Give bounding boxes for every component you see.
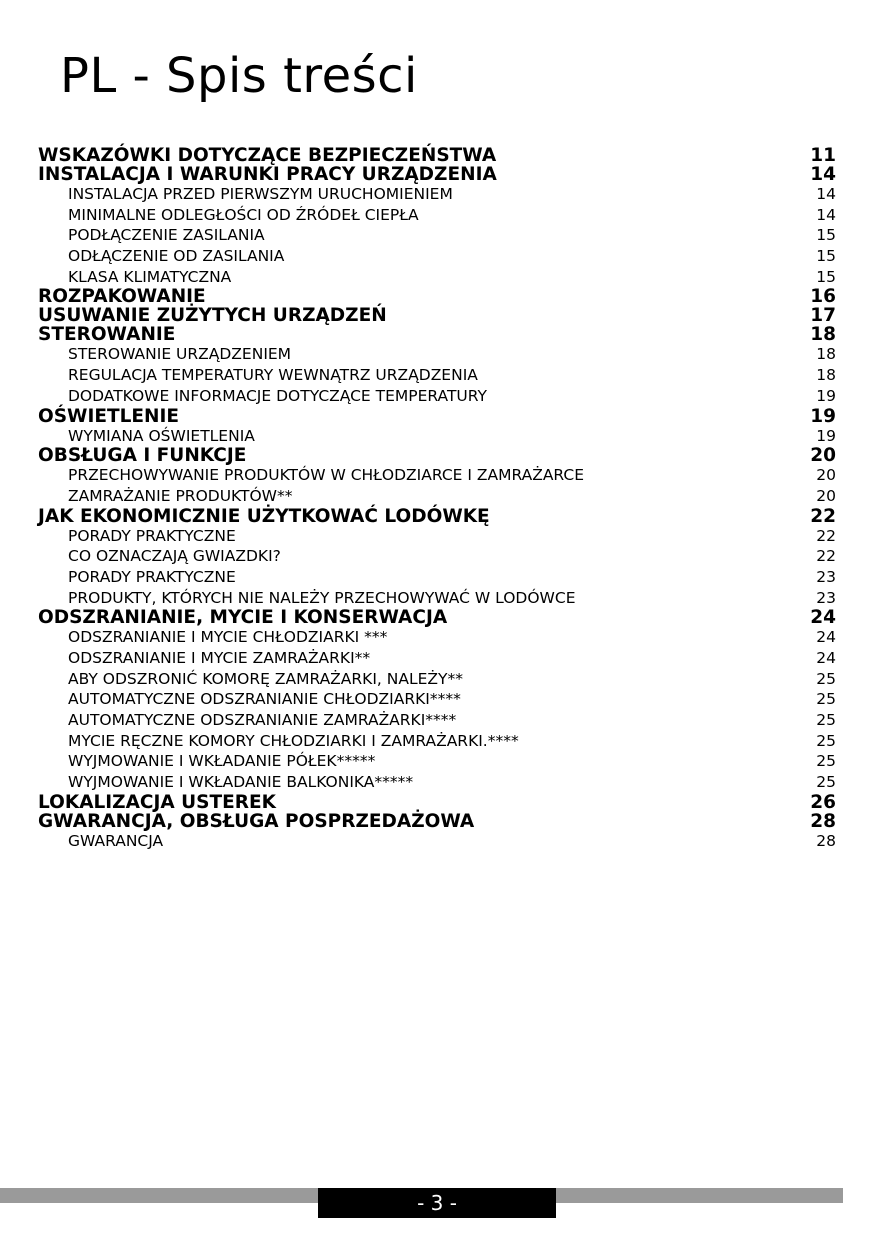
toc-entry-title: ODSZRANIANIE I MYCIE ZAMRAŻARKI** (68, 649, 371, 667)
toc-entry-page: 14 (816, 205, 836, 224)
toc-entry-page: 22 (810, 505, 836, 527)
toc-section-entry (38, 146, 836, 165)
toc-entry-page: 25 (816, 773, 836, 792)
toc-subsection-entry (38, 831, 836, 852)
toc-entry-page: 26 (810, 791, 836, 813)
toc-subsection-entry (38, 772, 836, 793)
toc-entry-title: PRZECHOWYWANIE PRODUKTÓW W CHŁODZIARCE I ZAMRAŻARCE (68, 466, 585, 485)
toc-entry-page: 22 (816, 547, 836, 566)
toc-entry-page: 18 (810, 324, 836, 346)
toc-section-entry (38, 793, 836, 812)
toc-entry-title: STEROWANIE URZĄDZENIEM (68, 345, 292, 364)
toc-entry-title: REGULACJA TEMPERATURY WEWNĄTRZ URZĄDZENIA (68, 366, 478, 385)
page-number: - 3 - (318, 1188, 556, 1218)
toc-entry-title: MINIMALNE ODLEGŁOŚCI OD ŹRÓDEŁ CIEPŁA (68, 205, 419, 224)
toc-entry-title: WYJMOWANIE I WKŁADANIE PÓŁEK***** (68, 752, 376, 771)
toc-entry-title: JAK EKONOMICZNIE UŻYTKOWAĆ LODÓWKĘ (38, 505, 490, 527)
toc-entry-page: 24 (816, 649, 836, 667)
toc-subsection-entry (38, 751, 836, 772)
toc-entry-title: LOKALIZACJA USTEREK (38, 791, 276, 813)
toc-entry-title: WSKAZÓWKI DOTYCZĄCE BEZPIECZEŃSTWA (38, 145, 497, 166)
toc-section-entry (38, 812, 836, 831)
toc-entry-page: 18 (816, 345, 836, 364)
toc-entry-page: 19 (816, 426, 836, 445)
page-title: PL - Spis treści (60, 48, 418, 104)
toc-entry-title: ABY ODSZRONIĆ KOMORĘ ZAMRAŻARKI, NALEŻY** (68, 669, 463, 688)
toc-entry-title: PODŁĄCZENIE ZASILANIA (68, 226, 265, 245)
toc-subsection-entry (38, 267, 836, 288)
toc-entry-title: OBSŁUGA I FUNKCJE (38, 445, 247, 467)
toc-entry-title: WYJMOWANIE I WKŁADANIE BALKONIKA***** (68, 773, 414, 792)
toc-subsection-entry (38, 526, 836, 547)
toc-entry-page: 17 (810, 305, 836, 327)
toc-subsection-entry (38, 648, 836, 669)
toc-entry-page: 25 (816, 731, 836, 750)
toc-entry-page: 15 (816, 247, 836, 266)
toc-entry-title: AUTOMATYCZNE ODSZRANIANIE ZAMRAŻARKI**** (68, 711, 457, 730)
toc-entry-title: STEROWANIE (38, 324, 176, 346)
toc-subsection-entry (38, 344, 836, 365)
toc-entry-title: ODŁĄCZENIE OD ZASILANIA (68, 247, 285, 266)
toc-subsection-entry (38, 465, 836, 486)
toc-entry-page: 28 (816, 831, 836, 850)
toc-entry-title: USUWANIE ZUŻYTYCH URZĄDZEŃ (38, 305, 387, 327)
toc-entry-page: 24 (810, 607, 836, 629)
toc-entry-title: ZAMRAŻANIE PRODUKTÓW** (68, 486, 293, 505)
toc-entry-title: WYMIANA OŚWIETLENIA (68, 426, 255, 445)
toc-subsection-entry (38, 627, 836, 648)
toc-section-entry (38, 608, 836, 627)
toc-entry-title: INSTALACJA I WARUNKI PRACY URZĄDZENIA (38, 164, 497, 185)
toc-subsection-entry (38, 486, 836, 507)
table-of-contents (38, 146, 836, 852)
toc-entry-title: ODSZRANIANIE I MYCIE CHŁODZIARKI *** (68, 628, 388, 647)
toc-entry-title: MYCIE RĘCZNE KOMORY CHŁODZIARKI I ZAMRAŻARKI.**** (68, 731, 519, 750)
toc-subsection-entry (38, 225, 836, 246)
toc-entry-page: 25 (816, 752, 836, 771)
toc-section-entry (38, 507, 836, 526)
toc-entry-page: 11 (810, 145, 836, 166)
toc-subsection-entry (38, 588, 836, 609)
toc-entry-page: 14 (810, 164, 836, 185)
toc-section-entry (38, 407, 836, 426)
toc-entry-title: ODSZRANIANIE, MYCIE I KONSERWACJA (38, 607, 448, 629)
toc-subsection-entry (38, 567, 836, 588)
toc-entry-page: 18 (816, 366, 836, 385)
toc-entry-title: AUTOMATYCZNE ODSZRANIANIE CHŁODZIARKI**** (68, 690, 461, 709)
toc-subsection-entry (38, 386, 836, 407)
toc-entry-page: 16 (810, 286, 836, 308)
toc-entry-page: 24 (816, 628, 836, 647)
toc-subsection-entry (38, 426, 836, 447)
toc-entry-title: GWARANCJA, OBSŁUGA POSPRZEDAŻOWA (38, 810, 475, 832)
toc-entry-title: OŚWIETLENIE (38, 405, 180, 427)
toc-entry-title: PORADY PRAKTYCZNE (68, 526, 236, 545)
toc-entry-page: 25 (816, 690, 836, 709)
toc-subsection-entry (38, 710, 836, 731)
toc-entry-page: 28 (810, 810, 836, 832)
toc-section-entry (38, 306, 836, 325)
toc-entry-page: 19 (816, 386, 836, 405)
toc-subsection-entry (38, 669, 836, 690)
toc-entry-page: 15 (816, 267, 836, 286)
toc-entry-page: 20 (816, 466, 836, 485)
toc-section-entry (38, 325, 836, 344)
toc-subsection-entry (38, 731, 836, 752)
toc-subsection-entry (38, 689, 836, 710)
toc-entry-page: 20 (816, 486, 836, 505)
toc-subsection-entry (38, 246, 836, 267)
toc-entry-title: ROZPAKOWANIE (38, 286, 206, 308)
toc-entry-page: 25 (816, 711, 836, 730)
toc-entry-page: 19 (810, 405, 836, 427)
toc-subsection-entry (38, 205, 836, 226)
toc-subsection-entry (38, 184, 836, 205)
toc-entry-title: DODATKOWE INFORMACJE DOTYCZĄCE TEMPERATURY (68, 386, 488, 405)
toc-entry-page: 20 (810, 445, 836, 467)
toc-entry-title: PRODUKTY, KTÓRYCH NIE NALEŻY PRZECHOWYWAĆ W LODÓWCE (68, 588, 576, 607)
toc-entry-page: 23 (816, 588, 836, 607)
toc-subsection-entry (38, 546, 836, 567)
toc-subsection-entry (38, 365, 836, 386)
toc-entry-page: 15 (816, 226, 836, 245)
toc-entry-page: 25 (816, 669, 836, 688)
toc-entry-title: GWARANCJA (68, 831, 164, 850)
toc-section-entry (38, 446, 836, 465)
toc-entry-page: 22 (816, 526, 836, 545)
toc-entry-title: PORADY PRAKTYCZNE (68, 567, 236, 586)
toc-entry-page: 23 (816, 567, 836, 586)
toc-section-entry (38, 165, 836, 184)
toc-entry-title: KLASA KLIMATYCZNA (68, 267, 232, 286)
toc-entry-title: INSTALACJA PRZED PIERWSZYM URUCHOMIENIEM (68, 185, 453, 203)
toc-section-entry (38, 287, 836, 306)
toc-entry-title: CO OZNACZAJĄ GWIAZDKI? (68, 547, 281, 566)
toc-entry-page: 14 (816, 185, 836, 203)
